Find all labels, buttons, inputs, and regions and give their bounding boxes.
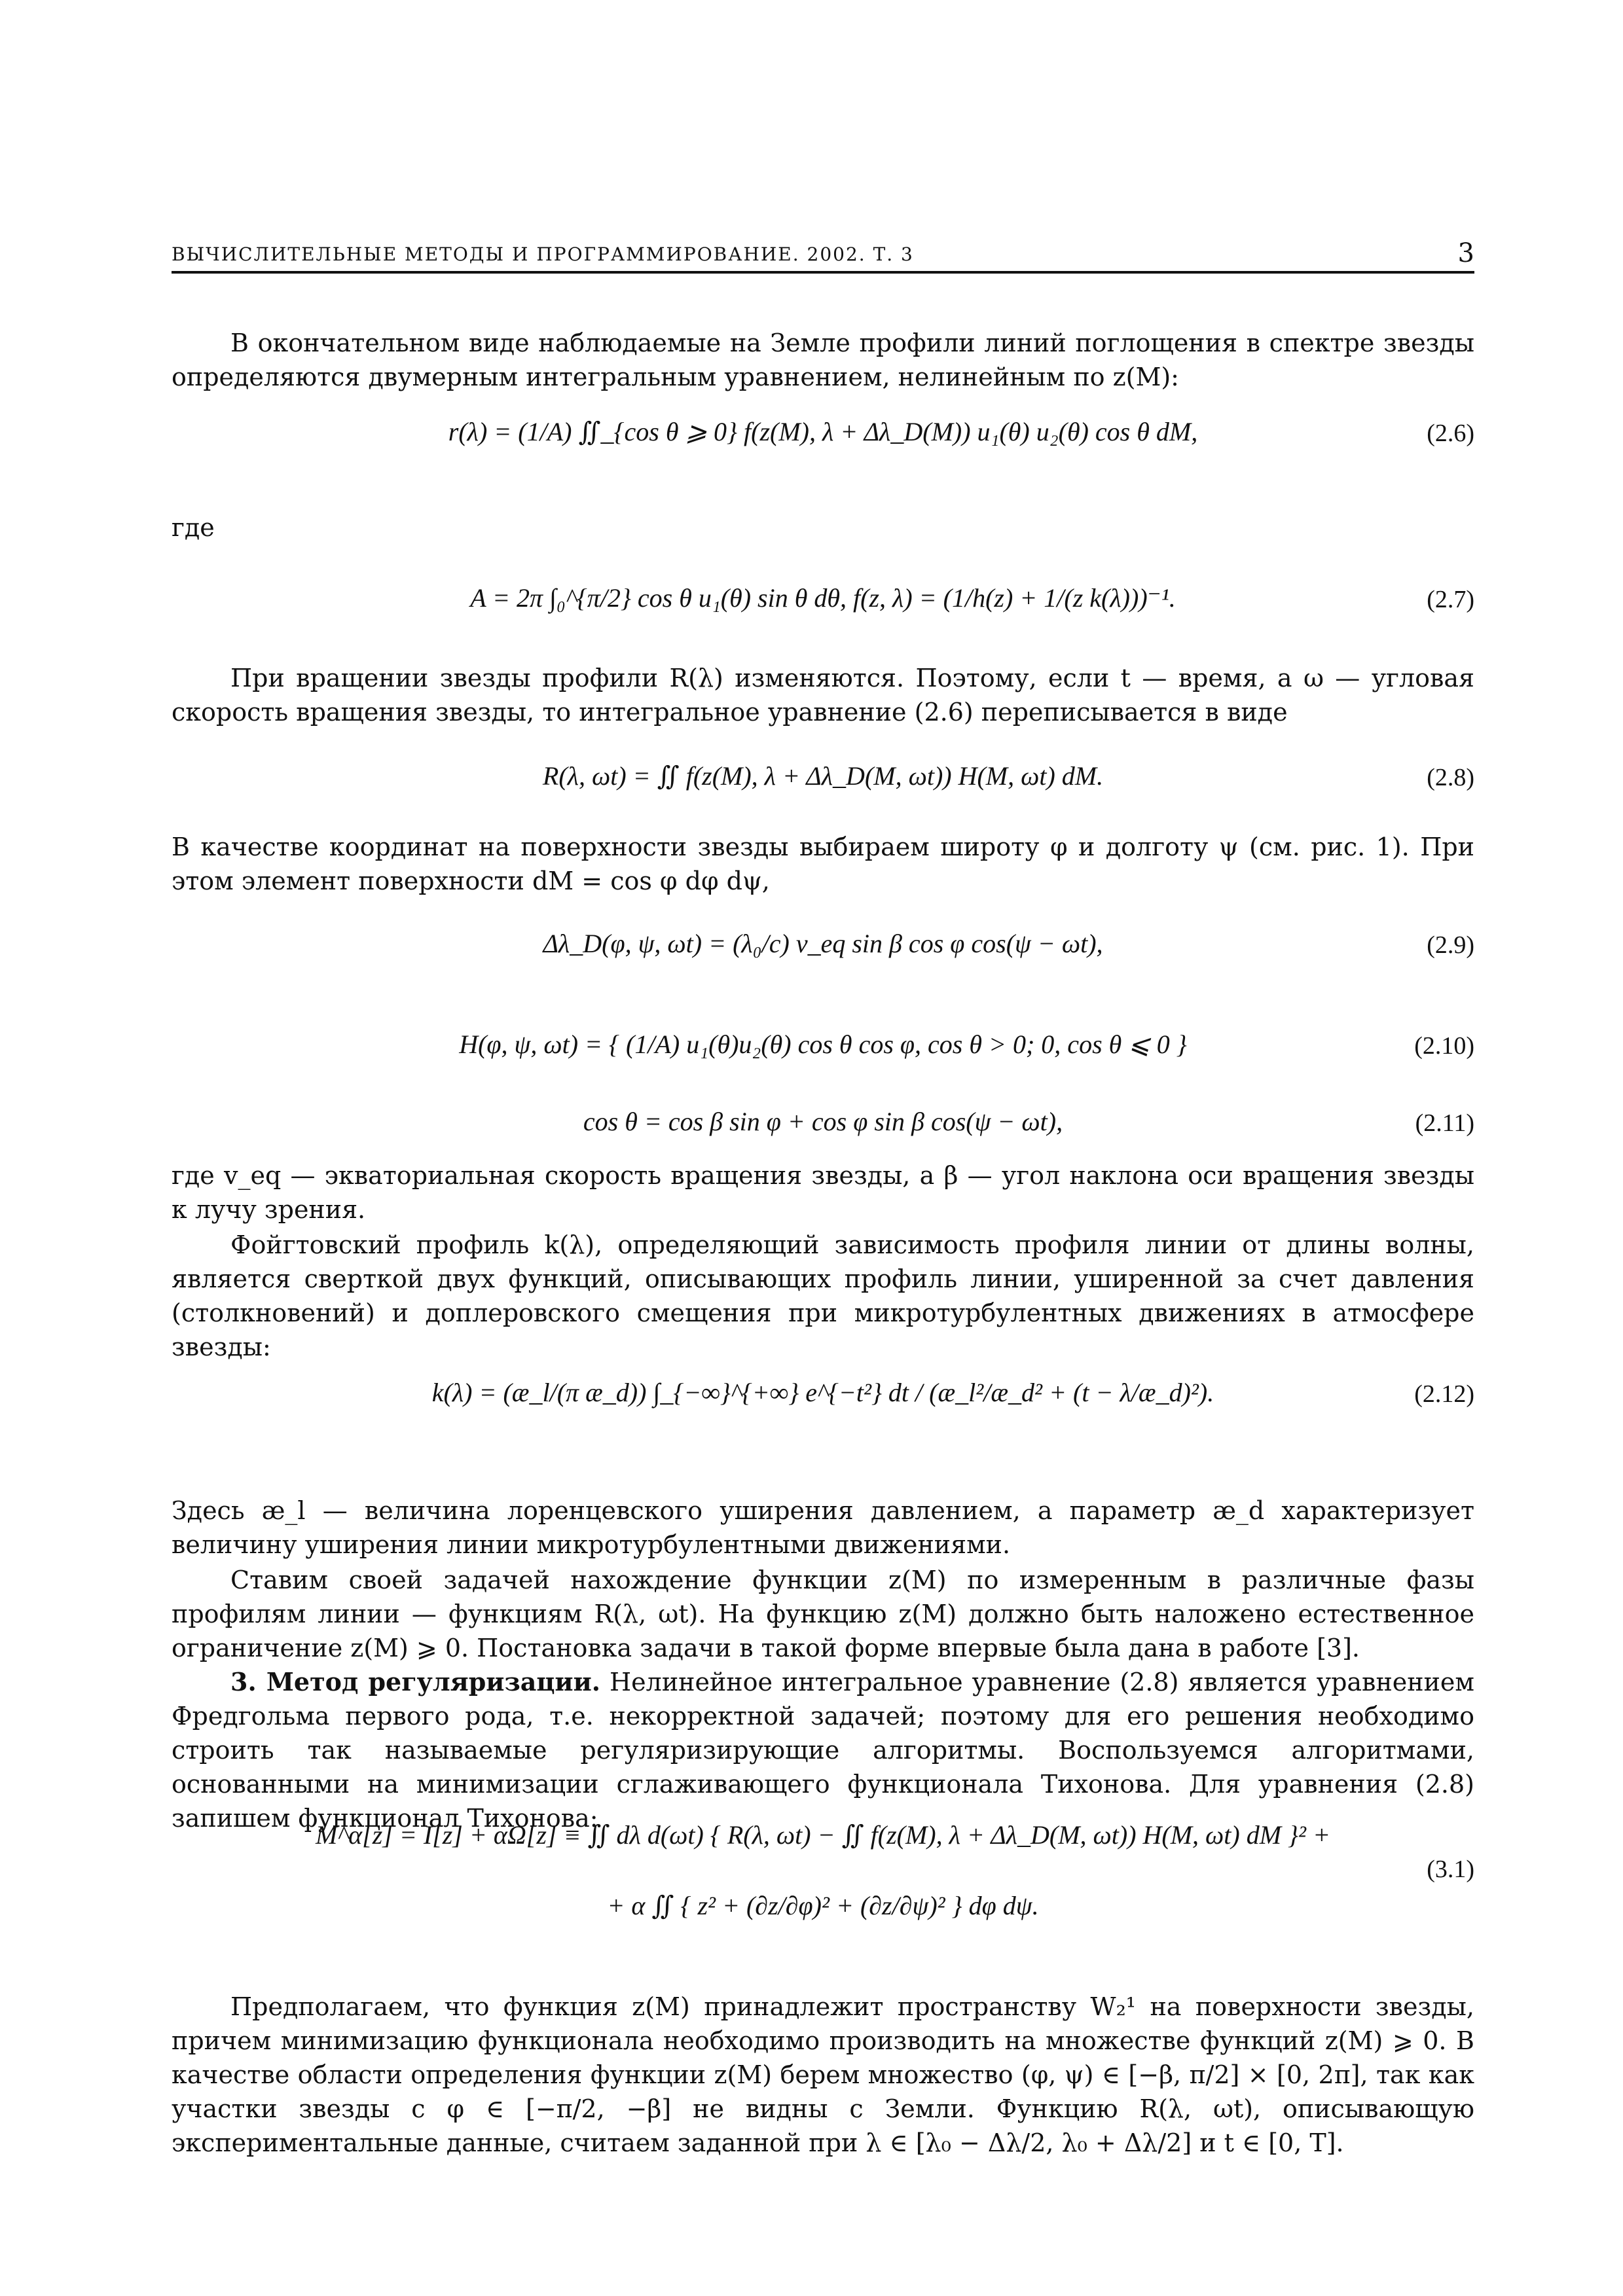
equation-2-10-number: (2.10) — [1414, 1032, 1474, 1060]
paragraph-intro: В окончательном виде наблюдаемые на Земле профили линий поглощения в спектре звезды определяются двумерным интегральным уравнением, нелинейным по z(M): — [172, 329, 1474, 391]
section-3-paragraph — [172, 1665, 1474, 1835]
header-rule — [172, 271, 1474, 274]
paragraph-task: Ставим своей задачей нахождение функции z(M) по измеренным в различные фазы профилям линии — функциям R(λ, ωt). На функцию z(M) должно быть наложено естественное ограничение z(M) ⩾ 0. Постановка задачи в такой форме впервые была дана в работе [3]. — [172, 1566, 1474, 1662]
equation-2-12-body: k(λ) = (æ_l/(π æ_d)) ∫_{−∞}^{+∞} e^{−t²} dt / (æ_l²/æ_d² + (t − λ/æ_d)²). — [431, 1378, 1214, 1407]
equation-2-6 — [172, 416, 1474, 447]
equation-2-12 — [172, 1377, 1474, 1408]
equation-3-1-line2: + α ∬ { z² + (∂z/∂φ)² + (∂z/∂ψ)² } dφ dψ. — [607, 1891, 1039, 1920]
page-header — [172, 238, 1474, 274]
equation-2-6-body: r(λ) = (1/A) ∬_{cos θ ⩾ 0} f(z(M), λ + Δλ_D(M)) u₁(θ) u₂(θ) cos θ dM, — [448, 417, 1198, 446]
equation-2-9-number: (2.9) — [1427, 931, 1474, 959]
equation-2-7 — [172, 583, 1474, 613]
paragraph-veq: где v_eq — экваториальная скорость вращения звезды, а β — угол наклона оси вращения звезды к лучу зрения. — [172, 1161, 1474, 1224]
running-title: ВЫЧИСЛИТЕЛЬНЫЕ МЕТОДЫ И ПРОГРАММИРОВАНИЕ. 2002. Т. 3 — [172, 243, 914, 265]
equation-2-6-number: (2.6) — [1427, 420, 1474, 447]
equation-2-11-number: (2.11) — [1415, 1109, 1474, 1137]
equation-2-9 — [172, 928, 1474, 959]
equation-2-9-body: Δλ_D(φ, ψ, ωt) = (λ₀/c) v_eq sin β cos φ cos(ψ − ωt), — [543, 929, 1103, 958]
equation-2-8-body: R(λ, ωt) = ∬ f(z(M), λ + Δλ_D(M, ωt)) H(M, ωt) dM. — [542, 761, 1104, 791]
equation-2-7-body: A = 2π ∫₀^{π/2} cos θ u₁(θ) sin θ dθ, f(z, λ) = (1/h(z) + 1/(z k(λ)))⁻¹. — [470, 583, 1176, 613]
equation-2-11-body: cos θ = cos β sin φ + cos φ sin β cos(ψ − ωt), — [583, 1107, 1063, 1136]
equation-2-8-number: (2.8) — [1427, 764, 1474, 791]
section-3-heading: 3. Метод регуляризации. — [230, 1667, 601, 1696]
equation-2-11 — [172, 1106, 1474, 1137]
section-3-text: Нелинейное интегральное уравнение (2.8) является уравнением Фредгольма первого рода, т.е. некорректной задачей; поэтому для его решения необходимо строить так называемые регуляризирующие алгоритмы. Воспользуемся алгоритмами, основанными на минимизации сглаживающего функционала Тихонова. Для уравнения (2.8) запишем функционал Тихонова: — [172, 1668, 1474, 1833]
where-label: где — [172, 513, 215, 542]
paragraph-rotation: При вращении звезды профили R(λ) изменяются. Поэтому, если t — время, а ω — угловая скорость вращения звезды, то интегральное уравнение (2.6) переписывается в виде — [172, 664, 1474, 726]
equation-3-1-number: (3.1) — [1427, 1856, 1474, 1883]
equation-2-7-number: (2.7) — [1427, 586, 1474, 613]
paragraph-voigt: Фойгтовский профиль k(λ), определяющий зависимость профиля линии от длины волны, является сверткой двух функций, описывающих профиль линии, уширенной за счет давления (столкновений) и доплеровского смещения при микротурбулентных движениях в атмосфере звезды: — [172, 1230, 1474, 1361]
equation-2-8 — [172, 761, 1474, 791]
equation-2-10-body: H(φ, ψ, ωt) = { (1/A) u₁(θ)u₂(θ) cos θ cos φ, cos θ > 0; 0, cos θ ⩽ 0 } — [459, 1030, 1187, 1059]
equation-3-1 — [172, 1820, 1474, 1920]
equation-2-10 — [172, 1029, 1474, 1060]
paragraph-assumption: Предполагаем, что функция z(M) принадлежит пространству W₂¹ на поверхности звезды, причем минимизацию функционала необходимо производить на множестве функций z(M) ⩾ 0. В качестве области определения функции z(M) берем множество (φ, ψ) ∈ [−β, π/2] × [0, 2π], так как участки звезды с φ ∈ [−π/2, −β] не видны с Земли. Функцию R(λ, ωt), описывающую экспериментальные данные, считаем заданной при λ ∈ [λ₀ − Δλ/2, λ₀ + Δλ/2] и t ∈ [0, T]. — [172, 1992, 1474, 2157]
page-number: 3 — [1457, 238, 1474, 268]
equation-3-1-line1: M^α[z] = I[z] + αΩ[z] ≡ ∬ dλ d(ωt) { R(λ, ωt) − ∬ f(z(M), λ + Δλ_D(M, ωt)) H(M, ωt) dM }² + — [315, 1820, 1331, 1850]
paragraph-lorentz: Здесь æ_l — величина лоренцевского уширения давлением, а параметр æ_d характеризует величину уширения линии микротурбулентными движениями. — [172, 1496, 1474, 1559]
equation-2-12-number: (2.12) — [1414, 1380, 1474, 1408]
paragraph-coordinates: В качестве координат на поверхности звезды выбираем широту φ и долготу ψ (см. рис. 1). При этом элемент поверхности dM = cos φ dφ dψ, — [172, 833, 1474, 895]
